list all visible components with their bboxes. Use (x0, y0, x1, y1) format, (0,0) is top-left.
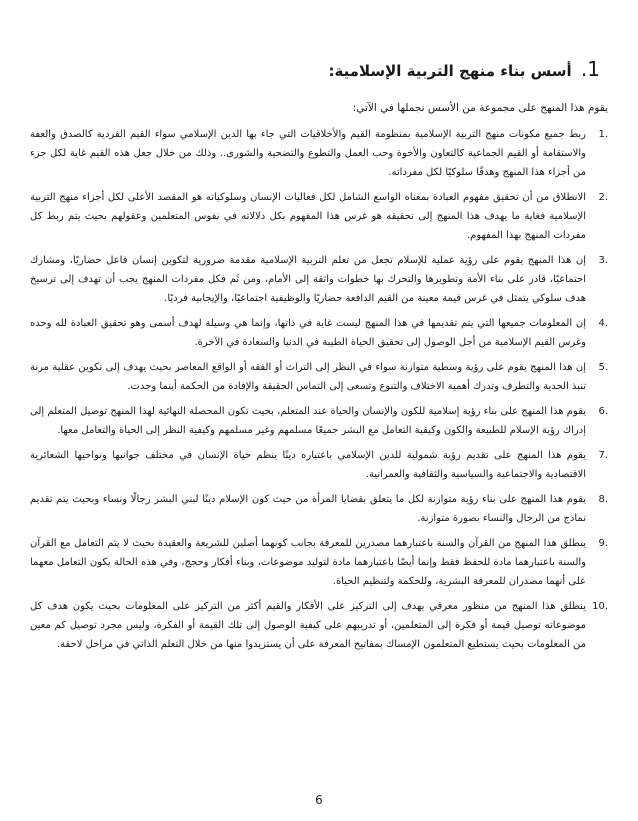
list-item-number: 9. (598, 538, 608, 549)
list-item-text: إن هذا المنهج يقوم على رؤية وسطية متوازنة سواء في النظر إلى التراث أو الفقه أو الواقع المعاصر بحيث يهدف إلى تكوين عقلية مرنة تنبذ الحدية والتطرف وتدرك أهمية الاختلاف والتنوع وتسعى إلى التماس الحقيقة والإفادة من الحكمة أينما وجدت. (30, 362, 586, 392)
list-item (30, 358, 608, 396)
list-item-text: يقوم هذا المنهج على بناء رؤية متوازنة لكل ما يتعلق بقضايا المرأة من حيث كون الإسلام دينًا لبني البشر رجالًا ونساء وبحيث يتم تقديم نماذج من الرجال والنساء بصورة متوازنة. (30, 494, 586, 524)
section-heading (30, 58, 600, 82)
list-item-text: ينطلق هذا المنهج من القرآن والسنة باعتبارهما مصدرين للمعرفة بجانب كونهما أصلين للشريعة والعقيدة بحيث لا يتم التعامل مع القرآن والسنة باعتبارهما مادة للحفظ فقط وإنما أيضًا باعتبارهما مادة لتوليد موضوعات، وبناء أفكار وحجج، وفي هذه الحالة يكون التعامل معهما على أنهما مصدران للمعرفة البشرية، وللحكمة ولتنظيم الحياة. (30, 538, 586, 587)
list-item (30, 188, 608, 245)
list-item (30, 446, 608, 484)
intro-paragraph: يقوم هذا المنهج على مجموعة من الأسس نجملها في الآتي: (352, 102, 608, 114)
list-item-number: 1. (598, 129, 608, 140)
list-item-text: ربط جميع مكونات منهج التربية الإسلامية بمنظومة القيم والأخلاقيات التي جاء بها الدين الإسلامي سواء القيم الفردية كالصدق والعفة والاستقامة أو القيم الجماعية كالتعاون والأخوة وحب العمل والتطوع والتضحية والشورى.. وذلك من خلال جعل هذه القيم غاية لكل جزء من أجزاء هذا المنهج وهدفًا سلوكيًا لكل مفرداته. (30, 129, 586, 178)
page-number: 6 (315, 793, 323, 807)
section-title: أسس بناء منهج التربية الإسلامية: (328, 62, 572, 80)
list-item-text: إن هذا المنهج يقوم على رؤية عملية للإسلام تجعل من تعلم التربية الإسلامية مقدمة ضرورية لتكوين إنسان فاعل حضاريًا، ومشارك اجتماعيًا، قادر على بناء الأمة وتطويرها والتحرك بها خطوات واثقة إلى الأمام، ومن ثَم فكل مفردات المنهج يجب أن تهدف إلى ترسيخ هدف سلوكي يتمثل في غرس قيمة معينة من القيم الدافعة حضاريًا والوظيفية اجتماعيًا، والإيجابية فرديًا. (30, 255, 586, 304)
list-item-number: 2. (598, 192, 608, 203)
list-item-text: ينطلق هذا المنهج من منظور معرفي يهدف إلى التركيز على الأفكار والقيم أكثر من التركيز على المعلومات بحيث يكون هدف كل موضوعاته توصيل قيمة أو فكرة إلى المتعلمين، أو تدريبهم على كيفية الوصول إلى تلك القيمة أو الفكرة، وليس مجرد توصيل كم معين من المعلومات بحيث يستطيع المتعلمون الإمساك بمفاتيح المعرفة على أن يستزيدوا منها من خلال التعلم الذاتي في مراحل لاحقة. (30, 601, 586, 650)
list-item-text: يقوم هذا المنهج على بناء رؤية إسلامية للكون والإنسان والحياة عند المتعلم، بحيث تكون المحصلة النهائية لهذا المنهج توصيل المتعلم إلى إدراك رؤية الإسلام للطبيعة والكون وكيفية التعامل مع البشر جميعًا مسلمهم وغير مسلمهم وكيفية النظر إلى الحياة والتعامل معها. (30, 406, 586, 436)
list-item-text: إن المعلومات جميعها التي يتم تقديمها في هذا المنهج ليست غاية في ذاتها، وإنما هي وسيلة لهدف أسمى وهو تحقيق العبادة لله وحده وغرس القيم الإسلامية من أجل الوصول إلى تحقيق الحياة الطيبة في الدنيا والسعادة في الآخرة. (30, 318, 586, 348)
principles-list (30, 125, 608, 654)
list-item-number: 5. (598, 362, 608, 373)
list-item-number: 10. (592, 601, 608, 612)
section-number: 1. (580, 57, 600, 81)
list-item-number: 7. (598, 450, 608, 461)
list-item-text: يقوم هذا المنهج على تقديم رؤية شمولية للدين الإسلامي باعتباره دينًا ينظم حياة الإنسان في مختلف جوانبها ونواحيها الشعائرية الاقتصادية والاجتماعية والسياسية والثقافية والعمرانية. (30, 450, 586, 480)
list-item (30, 490, 608, 528)
list-item-number: 8. (598, 494, 608, 505)
list-item (30, 125, 608, 182)
list-item (30, 314, 608, 352)
list-item (30, 251, 608, 308)
list-item (30, 534, 608, 591)
list-item (30, 597, 608, 654)
list-item-number: 3. (598, 255, 608, 266)
list-item-number: 4. (598, 318, 608, 329)
list-item-text: الانطلاق من أن تحقيق مفهوم العبادة بمعناه الواسع الشامل لكل فعاليات الإنسان وسلوكياته هو المقصد الأعلى لكل أجزاء منهج التربية الإسلامية فغاية ما يهدف هذا المنهج إلى تحقيقه هو غرس هذا المفهوم بكل دلالاته في نفوس المتعلمين وعقولهم بحيث يتم ربط كل مفردات المنهج بهذا المفهوم. (30, 192, 586, 241)
list-item-number: 6. (598, 406, 608, 417)
list-item (30, 402, 608, 440)
